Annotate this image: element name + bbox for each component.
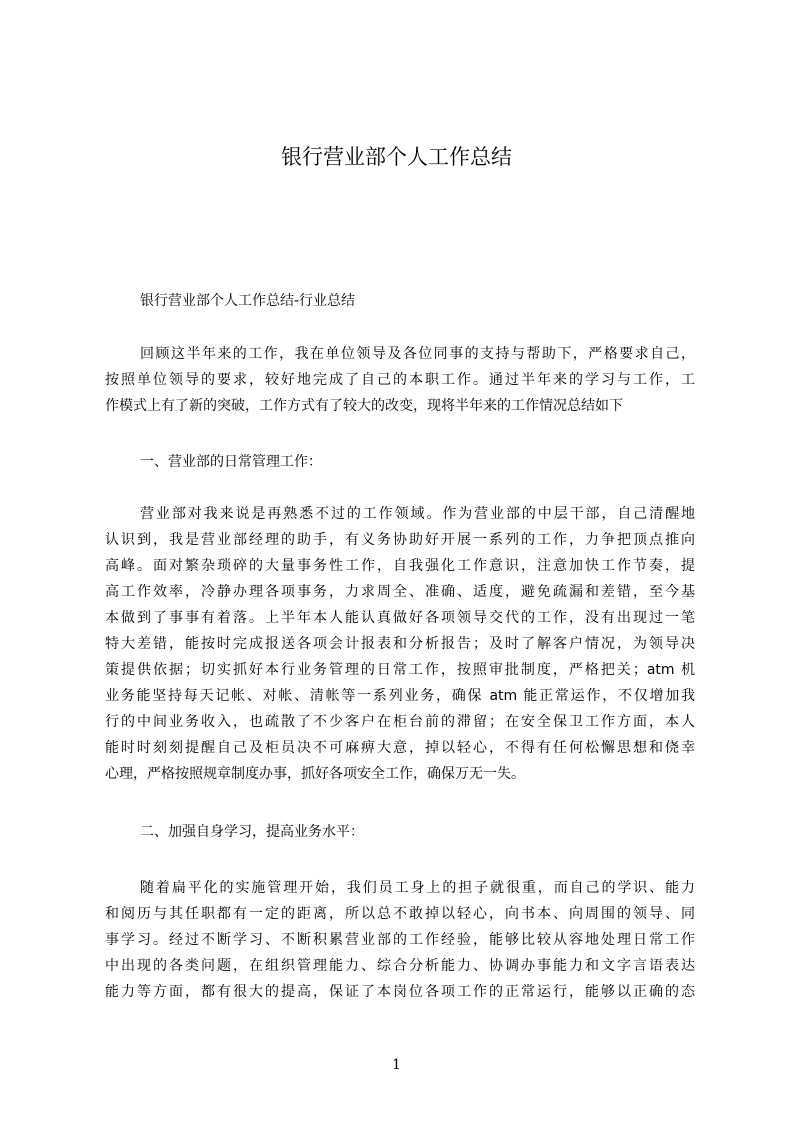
paragraph-line: 行的中间业务收入，也疏散了不少客户在柜台前的滞留；在安全保卫工作方面，本人 [105, 714, 695, 730]
section-1-paragraph [105, 501, 695, 787]
page-number: 1 [392, 1057, 401, 1073]
paragraph-line: 事学习。经过不断学习、不断积累营业部的工作经验，能够比较从容地处理日常工作 [105, 932, 695, 948]
paragraph-line: 策提供依据；切实抓好本行业务管理的日常工作，按照审批制度，严格把关；atm 机 [105, 662, 695, 678]
paragraph-line: 按照单位领导的要求，较好地完成了自己的本职工作。通过半年来的学习与工作，工 [105, 372, 695, 388]
intro-paragraph [105, 341, 695, 419]
paragraph-line: 中出现的各类问题，在组织管理能力、综合分析能力、协调办事能力和文字言语表达 [105, 958, 695, 974]
paragraph-line: 作模式上有了新的突破，工作方式有了较大的改变，现将半年来的工作情况总结如下 [105, 398, 623, 414]
paragraph-line: 认识到，我是营业部经理的助手，有义务协助好开展一系列的工作，力争把顶点推向 [105, 532, 695, 548]
section-heading-2: 二、加强自身学习，提高业务水平： [140, 824, 364, 840]
document-title: 银行营业部个人工作总结 [281, 145, 512, 169]
paragraph-line: 和阅历与其任职都有一定的距离，所以总不敢掉以轻心，向书本、向周围的领导、同 [105, 906, 695, 922]
paragraph-line: 营业部对我来说是再熟悉不过的工作领域。作为营业部的中层干部，自己清醒地 [140, 506, 695, 522]
paragraph-line: 高工作效率，冷静办理各项事务，力求周全、准确、适度，避免疏漏和差错，至今基 [105, 584, 695, 600]
paragraph-line: 能力等方面，都有很大的提高，保证了本岗位各项工作的正常运行，能够以正确的态 [105, 984, 695, 1000]
paragraph-line: 高峰。面对繁杂琐碎的大量事务性工作，自我强化工作意识，注意加快工作节奏，提 [105, 558, 695, 574]
paragraph-line: 回顾这半年来的工作，我在单位领导及各位同事的支持与帮助下，严格要求自己， [140, 346, 695, 362]
paragraph-line: 随着扁平化的实施管理开始，我们员工身上的担子就很重，而自己的学识、能力 [140, 880, 695, 896]
paragraph-line: 能时时刻刻提醒自己及柜员决不可麻痹大意，掉以轻心，不得有任何松懈思想和侥幸 [105, 740, 695, 756]
section-2-paragraph [105, 875, 695, 1005]
paragraph-line: 业务能坚持每天记帐、对帐、清帐等一系列业务，确保 atm 能正常运作，不仅增加我 [105, 688, 695, 704]
paragraph-line: 本做到了事事有着落。上半年本人能认真做好各项领导交代的工作，没有出现过一笔 [105, 610, 695, 626]
document-subtitle: 银行营业部个人工作总结-行业总结 [140, 293, 356, 309]
paragraph-line: 心理，严格按照规章制度办事，抓好各项安全工作，确保万无一失。 [105, 766, 525, 782]
paragraph-line: 特大差错，能按时完成报送各项会计报表和分析报告；及时了解客户情况，为领导决 [105, 636, 695, 652]
section-heading-1: 一、营业部的日常管理工作： [140, 454, 322, 470]
